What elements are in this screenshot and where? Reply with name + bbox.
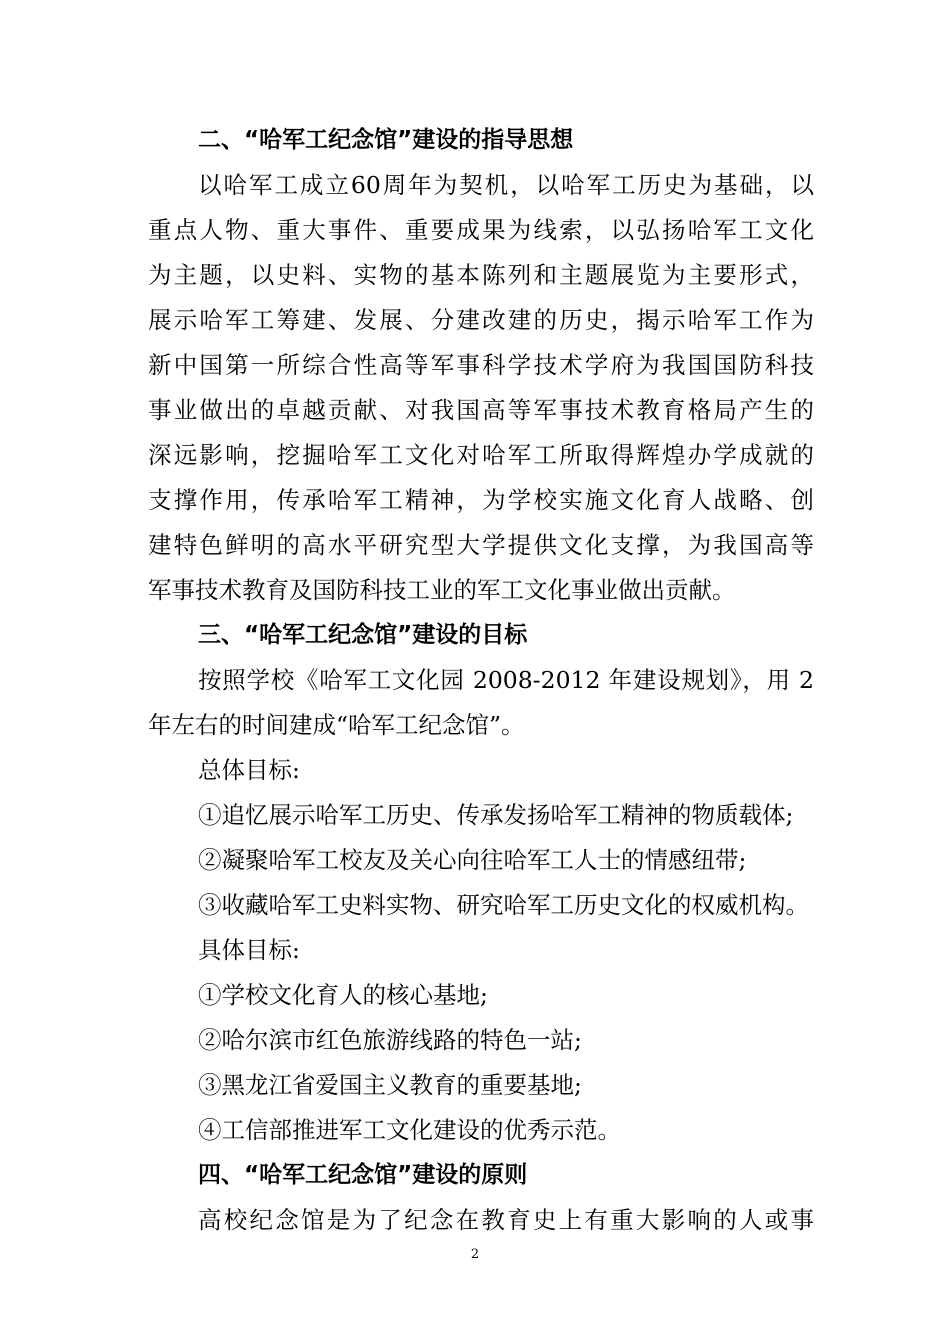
paragraph-line: 以哈军工成立60周年为契机，以哈军工历史为基础，以 xyxy=(198,171,814,199)
list-item: ②凝聚哈军工校友及关心向往哈军工人士的情感纽带; xyxy=(198,846,747,874)
list-item: ③黑龙江省爱国主义教育的重要基地; xyxy=(198,1071,582,1099)
overall-goals-label: 总体目标: xyxy=(198,756,300,784)
list-item: ①追忆展示哈军工历史、传承发扬哈军工精神的物质载体; xyxy=(198,801,794,829)
list-item: ③收藏哈军工史料实物、研究哈军工历史文化的权威机构。 xyxy=(198,891,809,919)
section-2-heading: 二、“哈军工纪念馆”建设的指导思想 xyxy=(198,127,574,153)
paragraph-line: 深远影响，挖掘哈军工文化对哈军工所取得辉煌办学成就的 xyxy=(148,441,814,469)
specific-goals-label: 具体目标: xyxy=(198,936,300,964)
paragraph-line: 按照学校《哈军工文化园 2008-2012 年建设规划》，用 2 xyxy=(198,666,814,694)
paragraph-line: 支撑作用，传承哈军工精神，为学校实施文化育人战略、创 xyxy=(148,486,814,514)
paragraph-line: 事业做出的卓越贡献、对我国高等军事技术教育格局产生的 xyxy=(148,396,814,424)
paragraph-line: 军事技术教育及国防科技工业的军工文化事业做出贡献。 xyxy=(148,576,736,604)
paragraph-line: 新中国第一所综合性高等军事科学技术学府为我国国防科技 xyxy=(148,351,814,379)
list-item: ②哈尔滨市红色旅游线路的特色一站; xyxy=(198,1026,582,1054)
section-4-heading: 四、“哈军工纪念馆”建设的原则 xyxy=(198,1162,528,1188)
paragraph-line: 重点人物、重大事件、重要成果为线索，以弘扬哈军工文化 xyxy=(148,216,814,244)
paragraph-line: 为主题，以史料、实物的基本陈列和主题展览为主要形式， xyxy=(148,261,814,289)
list-item: ④工信部推进军工文化建设的优秀示范。 xyxy=(198,1116,621,1144)
paragraph-line: 建特色鲜明的高水平研究型大学提供文化支撑，为我国高等 xyxy=(148,531,814,559)
section-3-heading: 三、“哈军工纪念馆”建设的目标 xyxy=(198,622,528,648)
paragraph-line: 年左右的时间建成“哈军工纪念馆”。 xyxy=(148,711,525,739)
page-number: 2 xyxy=(470,1247,480,1262)
paragraph-line: 展示哈军工筹建、发展、分建改建的历史，揭示哈军工作为 xyxy=(148,306,814,334)
list-item: ①学校文化育人的核心基地; xyxy=(198,981,488,1009)
paragraph-line: 高校纪念馆是为了纪念在教育史上有重大影响的人或事 xyxy=(198,1206,814,1234)
